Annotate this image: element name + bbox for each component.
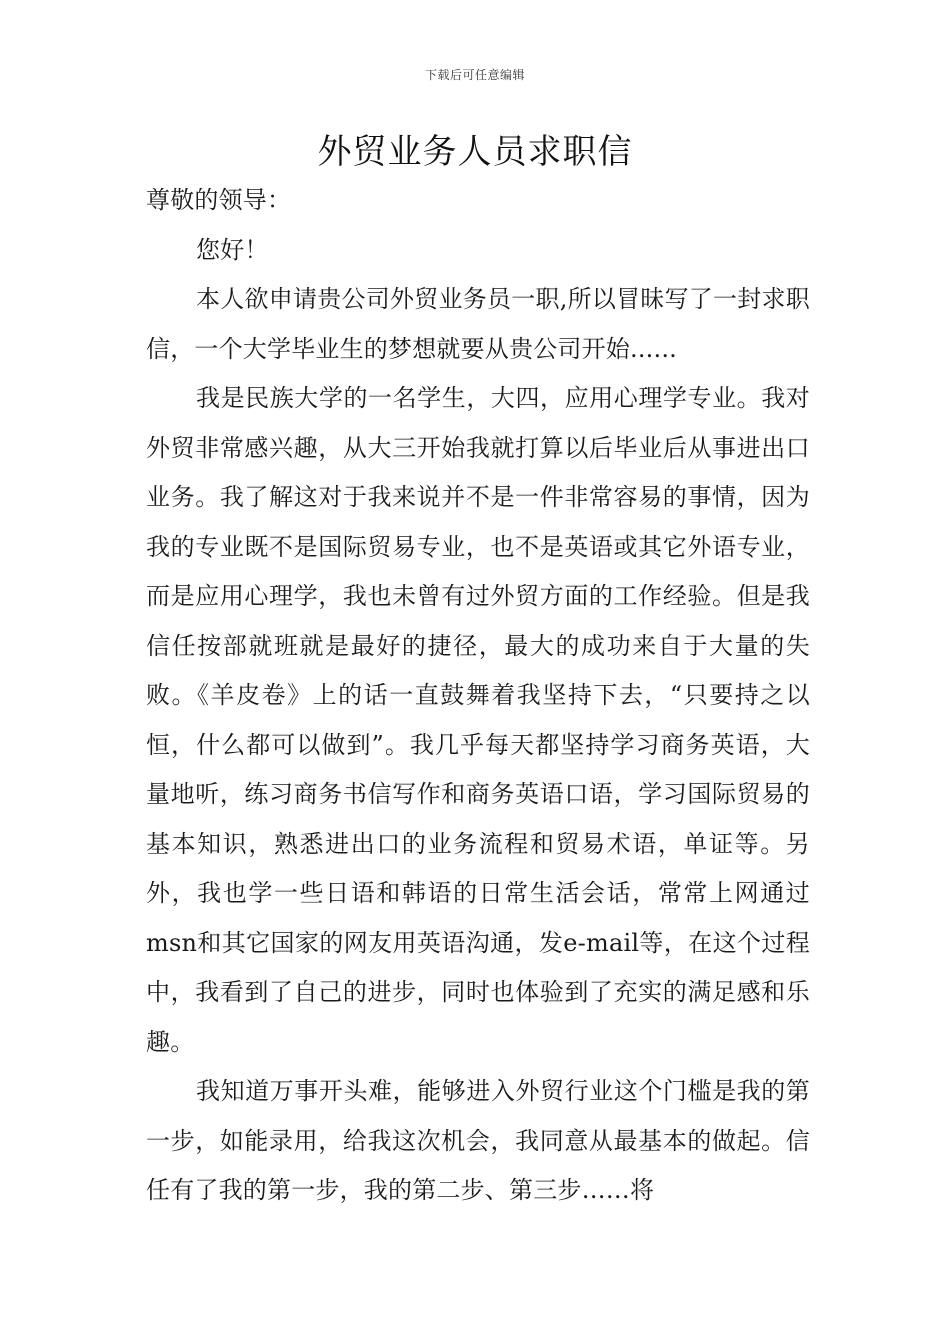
salutation: 尊敬的领导： xyxy=(146,186,292,214)
document-title: 外贸业务人员求职信 xyxy=(317,132,633,172)
paragraph-commitment: 我知道万事开头难，能够进入外贸行业这个门槛是我的第一步，如能录用，给我这次机会，我同意从最基本的做起。信任有了我的第一步，我的第二步、第三步……将 xyxy=(146,1077,810,1204)
paragraph-intro: 本人欲申请贵公司外贸业务员一职,所以冒昧写了一封求职信，一个大学毕业生的梦想就要从贵公司开始...... xyxy=(146,285,810,363)
header-note: 下载后可任意编辑 xyxy=(424,68,525,82)
paragraph-background: 我是民族大学的一名学生，大四，应用心理学专业。我对外贸非常感兴趣，从大三开始我就打算以后毕业后从事进出口业务。我了解这对于我来说并不是一件非常容易的事情，因为我的专业既不是国际贸易专业，也不是英语或其它外语专业，而是应用心理学，我也未曾有过外贸方面的工作经验。但是我信任按部就班就是最好的捷径，最大的成功来自于大量的失败。《羊皮卷》上的话一直鼓舞着我坚持下去，“只要持之以恒，什么都可以做到”。我几乎每天都坚持学习商务英语，大量地听，练习商务书信写作和商务英语口语，学习国际贸易的基本知识，熟悉进出口的业务流程和贸易术语，单证等。另外，我也学一些日语和韩语的日常生活会话，常常上网通过msn和其它国家的网友用英语沟通，发e-mail等，在这个过程中，我看到了自己的进步，同时也体验到了充实的满足感和乐趣。 xyxy=(146,384,810,1056)
greeting: 您好！ xyxy=(196,235,269,264)
letter-body xyxy=(146,176,810,1216)
